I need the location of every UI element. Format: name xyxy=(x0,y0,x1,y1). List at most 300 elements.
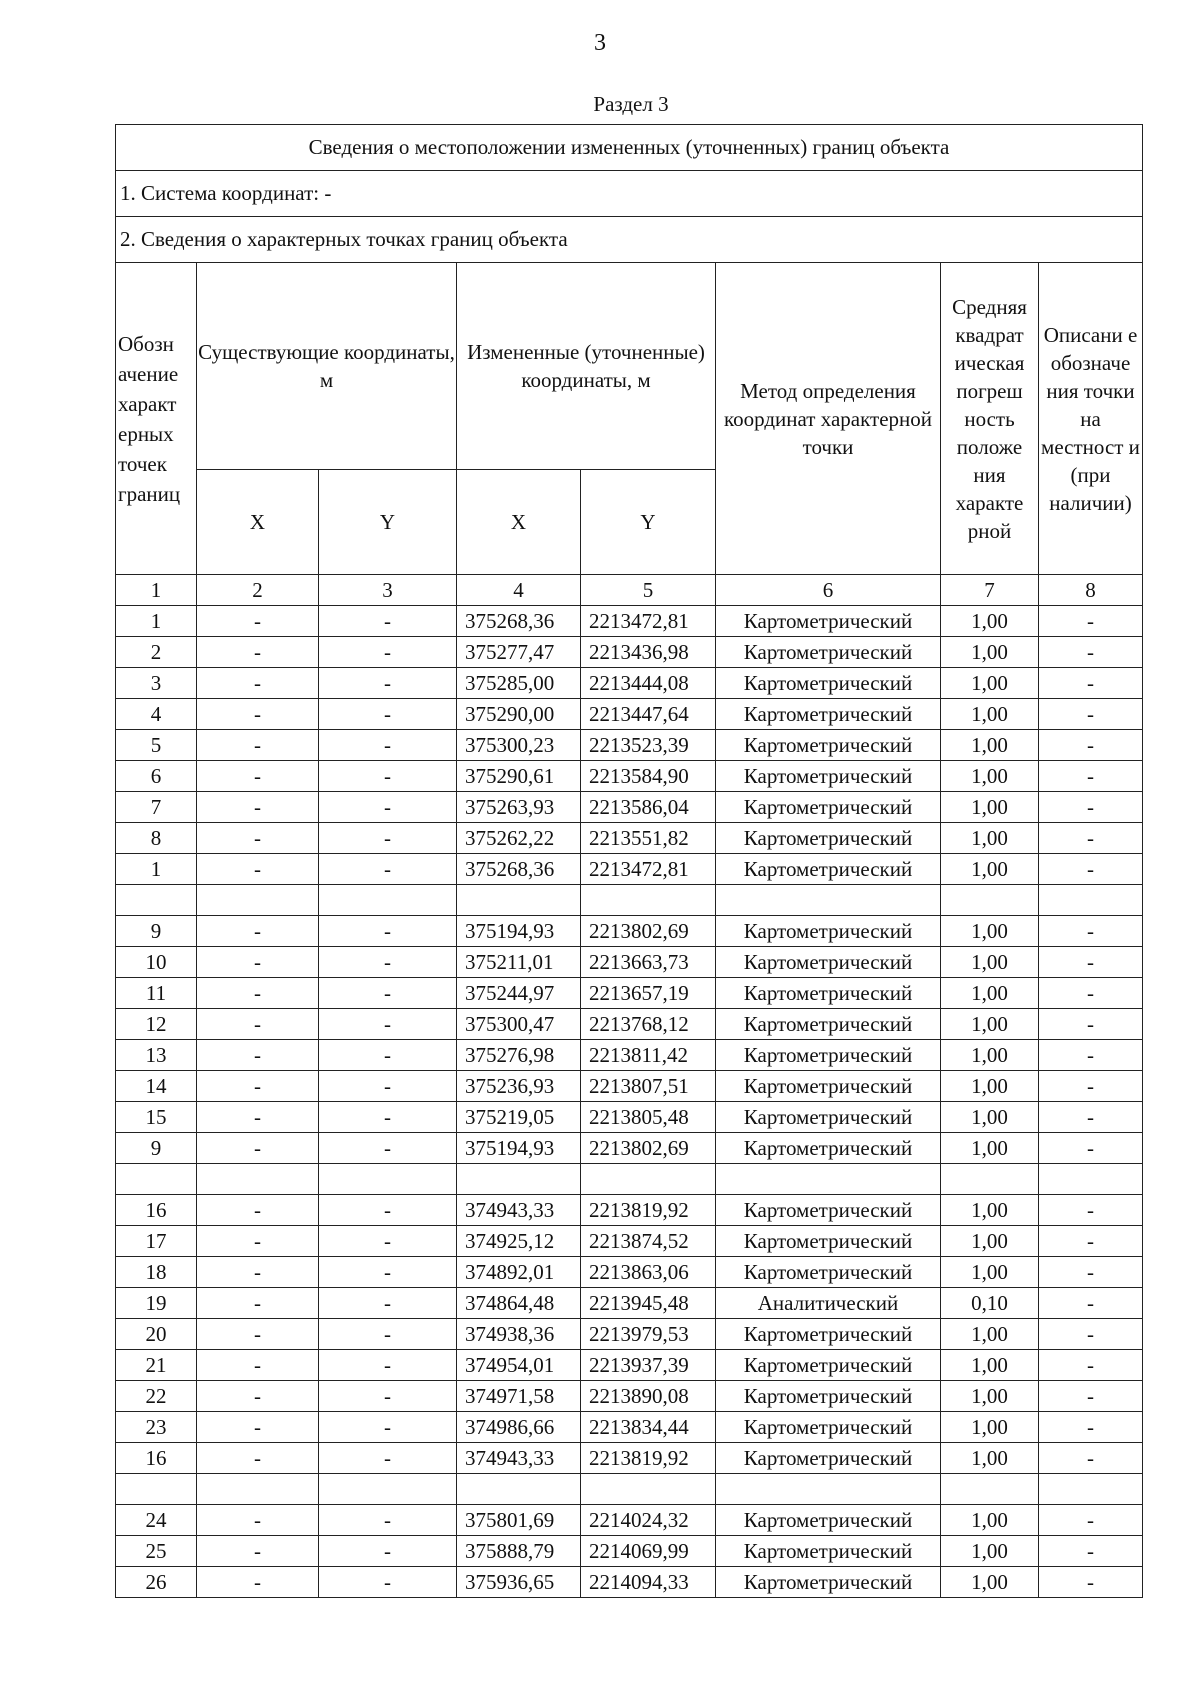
error-cell: 1,00 xyxy=(941,978,1039,1009)
changed-y-cell: 2213523,39 xyxy=(581,730,716,761)
method-cell: Картометрический xyxy=(716,823,941,854)
changed-x-cell: 374938,36 xyxy=(457,1319,581,1350)
existing-x-cell: - xyxy=(197,761,319,792)
description-cell: - xyxy=(1039,1226,1143,1257)
changed-x-cell: 375936,65 xyxy=(457,1567,581,1598)
existing-y-cell: - xyxy=(319,1133,457,1164)
method-cell: Картометрический xyxy=(716,1505,941,1536)
table-row xyxy=(116,1505,1143,1536)
changed-y-cell: 2213937,39 xyxy=(581,1350,716,1381)
method-cell: Картометрический xyxy=(716,1350,941,1381)
table-row xyxy=(116,916,1143,947)
changed-y-cell: 2213979,53 xyxy=(581,1319,716,1350)
description-cell: - xyxy=(1039,1567,1143,1598)
error-cell: 1,00 xyxy=(941,1567,1039,1598)
existing-x-cell: - xyxy=(197,668,319,699)
point-number-cell: 9 xyxy=(116,916,197,947)
description-cell: - xyxy=(1039,761,1143,792)
empty-cell xyxy=(197,885,319,916)
changed-y-cell: 2213584,90 xyxy=(581,761,716,792)
changed-x-cell: 374864,48 xyxy=(457,1288,581,1319)
point-number-cell: 1 xyxy=(116,854,197,885)
empty-cell xyxy=(1039,1164,1143,1195)
method-cell: Картометрический xyxy=(716,1009,941,1040)
method-cell: Картометрический xyxy=(716,854,941,885)
existing-y-cell: - xyxy=(319,1288,457,1319)
description-cell: - xyxy=(1039,1102,1143,1133)
column-numbers-row xyxy=(116,575,1143,606)
empty-cell xyxy=(197,1474,319,1505)
changed-x-cell: 374925,12 xyxy=(457,1226,581,1257)
point-number-cell: 1 xyxy=(116,606,197,637)
error-cell: 1,00 xyxy=(941,1319,1039,1350)
table-row xyxy=(116,730,1143,761)
column-number: 5 xyxy=(581,575,716,606)
method-cell: Картометрический xyxy=(716,947,941,978)
changed-y-cell: 2213819,92 xyxy=(581,1195,716,1226)
existing-y-cell: - xyxy=(319,699,457,730)
existing-y-cell: - xyxy=(319,1567,457,1598)
table-row xyxy=(116,606,1143,637)
table-row xyxy=(116,1195,1143,1226)
point-number-cell: 12 xyxy=(116,1009,197,1040)
changed-y-cell: 2213551,82 xyxy=(581,823,716,854)
point-number-cell: 14 xyxy=(116,1071,197,1102)
changed-x-cell: 375194,93 xyxy=(457,1133,581,1164)
point-number-cell: 15 xyxy=(116,1102,197,1133)
changed-x-cell: 374986,66 xyxy=(457,1412,581,1443)
empty-cell xyxy=(319,885,457,916)
changed-y-cell: 2213802,69 xyxy=(581,1133,716,1164)
method-cell: Картометрический xyxy=(716,1443,941,1474)
error-cell: 1,00 xyxy=(941,916,1039,947)
table-row xyxy=(116,1381,1143,1412)
changed-x-cell: 375276,98 xyxy=(457,1040,581,1071)
point-number-cell: 17 xyxy=(116,1226,197,1257)
table-row xyxy=(116,1226,1143,1257)
existing-y-cell: - xyxy=(319,1381,457,1412)
table-row xyxy=(116,1536,1143,1567)
point-number-cell: 23 xyxy=(116,1412,197,1443)
error-cell: 1,00 xyxy=(941,637,1039,668)
point-number-cell: 7 xyxy=(116,792,197,823)
point-number-cell: 13 xyxy=(116,1040,197,1071)
description-cell: - xyxy=(1039,916,1143,947)
point-number-cell: 25 xyxy=(116,1536,197,1567)
existing-x-cell: - xyxy=(197,1071,319,1102)
point-number-cell: 9 xyxy=(116,1133,197,1164)
existing-y-cell: - xyxy=(319,668,457,699)
changed-y-cell: 2213472,81 xyxy=(581,606,716,637)
existing-x-cell: - xyxy=(197,792,319,823)
existing-x-cell: - xyxy=(197,978,319,1009)
changed-y-cell: 2213805,48 xyxy=(581,1102,716,1133)
changed-x-cell: 375211,01 xyxy=(457,947,581,978)
existing-x-cell: - xyxy=(197,1536,319,1567)
empty-cell xyxy=(716,1474,941,1505)
changed-y-cell: 2213819,92 xyxy=(581,1443,716,1474)
table-row xyxy=(116,947,1143,978)
section-title: Раздел 3 xyxy=(593,92,669,116)
method-cell: Картометрический xyxy=(716,1381,941,1412)
point-number-cell: 16 xyxy=(116,1443,197,1474)
changed-x-cell: 375268,36 xyxy=(457,854,581,885)
existing-x-cell: - xyxy=(197,1443,319,1474)
existing-x-cell: - xyxy=(197,1381,319,1412)
description-cell: - xyxy=(1039,668,1143,699)
description-cell: - xyxy=(1039,1350,1143,1381)
empty-cell xyxy=(941,885,1039,916)
error-cell: 1,00 xyxy=(941,947,1039,978)
existing-y-cell: - xyxy=(319,1412,457,1443)
existing-x-cell: - xyxy=(197,916,319,947)
description-cell: - xyxy=(1039,792,1143,823)
header-changed-coordinates: Измененные (уточненные) координаты, м xyxy=(457,263,716,470)
changed-y-cell: 2213890,08 xyxy=(581,1381,716,1412)
header-existing-x: X xyxy=(197,470,319,575)
description-cell: - xyxy=(1039,978,1143,1009)
error-cell: 1,00 xyxy=(941,1350,1039,1381)
changed-y-cell: 2213586,04 xyxy=(581,792,716,823)
error-cell: 1,00 xyxy=(941,730,1039,761)
existing-x-cell: - xyxy=(197,1102,319,1133)
changed-y-cell: 2213657,19 xyxy=(581,978,716,1009)
changed-y-cell: 2213863,06 xyxy=(581,1257,716,1288)
existing-y-cell: - xyxy=(319,947,457,978)
existing-x-cell: - xyxy=(197,1040,319,1071)
description-cell: - xyxy=(1039,1195,1143,1226)
changed-y-cell: 2213447,64 xyxy=(581,699,716,730)
point-number-cell: 4 xyxy=(116,699,197,730)
method-cell: Картометрический xyxy=(716,1567,941,1598)
existing-y-cell: - xyxy=(319,1443,457,1474)
error-cell: 0,10 xyxy=(941,1288,1039,1319)
existing-x-cell: - xyxy=(197,699,319,730)
changed-y-cell: 2213444,08 xyxy=(581,668,716,699)
empty-cell xyxy=(581,1474,716,1505)
error-cell: 1,00 xyxy=(941,699,1039,730)
table-row xyxy=(116,823,1143,854)
changed-y-cell: 2213811,42 xyxy=(581,1040,716,1071)
changed-y-cell: 2213834,44 xyxy=(581,1412,716,1443)
changed-y-cell: 2213945,48 xyxy=(581,1288,716,1319)
existing-y-cell: - xyxy=(319,606,457,637)
column-number: 7 xyxy=(941,575,1039,606)
existing-x-cell: - xyxy=(197,606,319,637)
method-cell: Картометрический xyxy=(716,1412,941,1443)
description-cell: - xyxy=(1039,1505,1143,1536)
changed-x-cell: 375219,05 xyxy=(457,1102,581,1133)
error-cell: 1,00 xyxy=(941,1443,1039,1474)
existing-y-cell: - xyxy=(319,761,457,792)
changed-y-cell: 2213807,51 xyxy=(581,1071,716,1102)
point-number-cell: 5 xyxy=(116,730,197,761)
method-cell: Картометрический xyxy=(716,1133,941,1164)
empty-cell xyxy=(116,1164,197,1195)
column-number: 8 xyxy=(1039,575,1143,606)
header-changed-x: X xyxy=(457,470,581,575)
description-cell: - xyxy=(1039,1412,1143,1443)
existing-y-cell: - xyxy=(319,1319,457,1350)
table-row xyxy=(116,1350,1143,1381)
table-row xyxy=(116,1071,1143,1102)
points-section-title: 2. Сведения о характерных точках границ объекта xyxy=(116,217,1143,263)
boundary-points-table xyxy=(115,124,1143,1598)
changed-x-cell: 374892,01 xyxy=(457,1257,581,1288)
error-cell: 1,00 xyxy=(941,1226,1039,1257)
empty-cell xyxy=(457,1474,581,1505)
changed-x-cell: 375290,00 xyxy=(457,699,581,730)
table-row xyxy=(116,854,1143,885)
separator-row xyxy=(116,1164,1143,1195)
method-cell: Картометрический xyxy=(716,1319,941,1350)
description-cell: - xyxy=(1039,637,1143,668)
existing-y-cell: - xyxy=(319,1257,457,1288)
header-existing-y: Y xyxy=(319,470,457,575)
description-cell: - xyxy=(1039,1319,1143,1350)
empty-cell xyxy=(716,885,941,916)
existing-y-cell: - xyxy=(319,792,457,823)
description-cell: - xyxy=(1039,823,1143,854)
error-cell: 1,00 xyxy=(941,1102,1039,1133)
error-cell: 1,00 xyxy=(941,761,1039,792)
existing-x-cell: - xyxy=(197,823,319,854)
changed-y-cell: 2213436,98 xyxy=(581,637,716,668)
method-cell: Картометрический xyxy=(716,1536,941,1567)
method-cell: Картометрический xyxy=(716,916,941,947)
existing-x-cell: - xyxy=(197,1412,319,1443)
changed-y-cell: 2214024,32 xyxy=(581,1505,716,1536)
changed-x-cell: 374954,01 xyxy=(457,1350,581,1381)
existing-y-cell: - xyxy=(319,1505,457,1536)
changed-y-cell: 2214069,99 xyxy=(581,1536,716,1567)
error-cell: 1,00 xyxy=(941,1040,1039,1071)
existing-y-cell: - xyxy=(319,1195,457,1226)
error-cell: 1,00 xyxy=(941,1133,1039,1164)
existing-x-cell: - xyxy=(197,1133,319,1164)
separator-row xyxy=(116,1474,1143,1505)
table-row xyxy=(116,1257,1143,1288)
changed-y-cell: 2213768,12 xyxy=(581,1009,716,1040)
description-cell: - xyxy=(1039,1536,1143,1567)
error-cell: 1,00 xyxy=(941,823,1039,854)
empty-cell xyxy=(116,885,197,916)
separator-row xyxy=(116,885,1143,916)
existing-x-cell: - xyxy=(197,1195,319,1226)
empty-cell xyxy=(1039,1474,1143,1505)
header-changed-y: Y xyxy=(581,470,716,575)
changed-y-cell: 2213663,73 xyxy=(581,947,716,978)
changed-x-cell: 375300,47 xyxy=(457,1009,581,1040)
existing-x-cell: - xyxy=(197,637,319,668)
changed-x-cell: 374971,58 xyxy=(457,1381,581,1412)
empty-cell xyxy=(581,1164,716,1195)
description-cell: - xyxy=(1039,1443,1143,1474)
table-row xyxy=(116,699,1143,730)
table-caption: Сведения о местоположении измененных (уточненных) границ объекта xyxy=(116,125,1143,171)
existing-x-cell: - xyxy=(197,947,319,978)
table-row xyxy=(116,637,1143,668)
empty-cell xyxy=(457,1164,581,1195)
existing-x-cell: - xyxy=(197,730,319,761)
point-number-cell: 24 xyxy=(116,1505,197,1536)
method-cell: Картометрический xyxy=(716,1257,941,1288)
existing-y-cell: - xyxy=(319,1536,457,1567)
existing-x-cell: - xyxy=(197,1288,319,1319)
description-cell: - xyxy=(1039,1288,1143,1319)
point-number-cell: 19 xyxy=(116,1288,197,1319)
existing-x-cell: - xyxy=(197,1009,319,1040)
method-cell: Картометрический xyxy=(716,637,941,668)
existing-y-cell: - xyxy=(319,1009,457,1040)
changed-x-cell: 375268,36 xyxy=(457,606,581,637)
existing-y-cell: - xyxy=(319,637,457,668)
existing-x-cell: - xyxy=(197,1226,319,1257)
changed-x-cell: 375236,93 xyxy=(457,1071,581,1102)
changed-x-cell: 374943,33 xyxy=(457,1443,581,1474)
changed-y-cell: 2213874,52 xyxy=(581,1226,716,1257)
error-cell: 1,00 xyxy=(941,1505,1039,1536)
page-number: 3 xyxy=(594,30,606,56)
header-designation: Обозн ачение характ ерных точек границ xyxy=(116,263,197,575)
empty-cell xyxy=(197,1164,319,1195)
empty-cell xyxy=(716,1164,941,1195)
table-row xyxy=(116,792,1143,823)
changed-x-cell: 375244,97 xyxy=(457,978,581,1009)
column-number: 4 xyxy=(457,575,581,606)
method-cell: Картометрический xyxy=(716,699,941,730)
existing-y-cell: - xyxy=(319,1040,457,1071)
point-number-cell: 2 xyxy=(116,637,197,668)
table-row xyxy=(116,1133,1143,1164)
table-row xyxy=(116,668,1143,699)
changed-x-cell: 375194,93 xyxy=(457,916,581,947)
point-number-cell: 26 xyxy=(116,1567,197,1598)
error-cell: 1,00 xyxy=(941,1412,1039,1443)
method-cell: Картометрический xyxy=(716,1226,941,1257)
method-cell: Картометрический xyxy=(716,730,941,761)
error-cell: 1,00 xyxy=(941,606,1039,637)
empty-cell xyxy=(457,885,581,916)
table-row xyxy=(116,1102,1143,1133)
changed-x-cell: 375285,00 xyxy=(457,668,581,699)
coordinate-system: 1. Система координат: - xyxy=(116,171,1143,217)
column-number: 3 xyxy=(319,575,457,606)
point-number-cell: 20 xyxy=(116,1319,197,1350)
description-cell: - xyxy=(1039,1257,1143,1288)
method-cell: Картометрический xyxy=(716,668,941,699)
empty-cell xyxy=(319,1164,457,1195)
changed-x-cell: 374943,33 xyxy=(457,1195,581,1226)
changed-y-cell: 2214094,33 xyxy=(581,1567,716,1598)
point-number-cell: 11 xyxy=(116,978,197,1009)
existing-x-cell: - xyxy=(197,1505,319,1536)
error-cell: 1,00 xyxy=(941,1257,1039,1288)
method-cell: Картометрический xyxy=(716,1071,941,1102)
error-cell: 1,00 xyxy=(941,1071,1039,1102)
empty-cell xyxy=(116,1474,197,1505)
changed-x-cell: 375262,22 xyxy=(457,823,581,854)
method-cell: Картометрический xyxy=(716,606,941,637)
method-cell: Картометрический xyxy=(716,1102,941,1133)
changed-x-cell: 375300,23 xyxy=(457,730,581,761)
error-cell: 1,00 xyxy=(941,668,1039,699)
empty-cell xyxy=(581,885,716,916)
table-row xyxy=(116,1319,1143,1350)
table-row xyxy=(116,761,1143,792)
method-cell: Картометрический xyxy=(716,1195,941,1226)
error-cell: 1,00 xyxy=(941,1195,1039,1226)
table-row xyxy=(116,1040,1143,1071)
empty-cell xyxy=(941,1474,1039,1505)
existing-x-cell: - xyxy=(197,1567,319,1598)
existing-y-cell: - xyxy=(319,730,457,761)
existing-y-cell: - xyxy=(319,1071,457,1102)
point-number-cell: 18 xyxy=(116,1257,197,1288)
description-cell: - xyxy=(1039,1381,1143,1412)
point-number-cell: 8 xyxy=(116,823,197,854)
existing-y-cell: - xyxy=(319,1226,457,1257)
changed-x-cell: 375263,93 xyxy=(457,792,581,823)
changed-x-cell: 375888,79 xyxy=(457,1536,581,1567)
error-cell: 1,00 xyxy=(941,854,1039,885)
column-number: 6 xyxy=(716,575,941,606)
point-number-cell: 10 xyxy=(116,947,197,978)
description-cell: - xyxy=(1039,606,1143,637)
changed-x-cell: 375801,69 xyxy=(457,1505,581,1536)
method-cell: Картометрический xyxy=(716,761,941,792)
changed-y-cell: 2213472,81 xyxy=(581,854,716,885)
existing-y-cell: - xyxy=(319,916,457,947)
column-number: 2 xyxy=(197,575,319,606)
table-row xyxy=(116,978,1143,1009)
existing-x-cell: - xyxy=(197,1350,319,1381)
method-cell: Аналитический xyxy=(716,1288,941,1319)
method-cell: Картометрический xyxy=(716,978,941,1009)
table-row xyxy=(116,1009,1143,1040)
description-cell: - xyxy=(1039,854,1143,885)
table-row xyxy=(116,1443,1143,1474)
point-number-cell: 22 xyxy=(116,1381,197,1412)
header-error: Средняя квадрат ическая погреш ность положе ния характе рной xyxy=(941,263,1039,575)
table-row xyxy=(116,1567,1143,1598)
method-cell: Картометрический xyxy=(716,1040,941,1071)
existing-x-cell: - xyxy=(197,1319,319,1350)
description-cell: - xyxy=(1039,1009,1143,1040)
table-row xyxy=(116,1288,1143,1319)
description-cell: - xyxy=(1039,1071,1143,1102)
existing-y-cell: - xyxy=(319,1350,457,1381)
error-cell: 1,00 xyxy=(941,792,1039,823)
point-number-cell: 3 xyxy=(116,668,197,699)
error-cell: 1,00 xyxy=(941,1381,1039,1412)
point-number-cell: 21 xyxy=(116,1350,197,1381)
header-existing-coordinates: Существующие координаты, м xyxy=(197,263,457,470)
point-number-cell: 16 xyxy=(116,1195,197,1226)
error-cell: 1,00 xyxy=(941,1536,1039,1567)
description-cell: - xyxy=(1039,730,1143,761)
description-cell: - xyxy=(1039,699,1143,730)
existing-y-cell: - xyxy=(319,978,457,1009)
existing-x-cell: - xyxy=(197,1257,319,1288)
changed-x-cell: 375290,61 xyxy=(457,761,581,792)
empty-cell xyxy=(1039,885,1143,916)
description-cell: - xyxy=(1039,1040,1143,1071)
description-cell: - xyxy=(1039,1133,1143,1164)
method-cell: Картометрический xyxy=(716,792,941,823)
header-description: Описани е обозначе ния точки на местност и (при наличии) xyxy=(1039,263,1143,575)
existing-y-cell: - xyxy=(319,1102,457,1133)
